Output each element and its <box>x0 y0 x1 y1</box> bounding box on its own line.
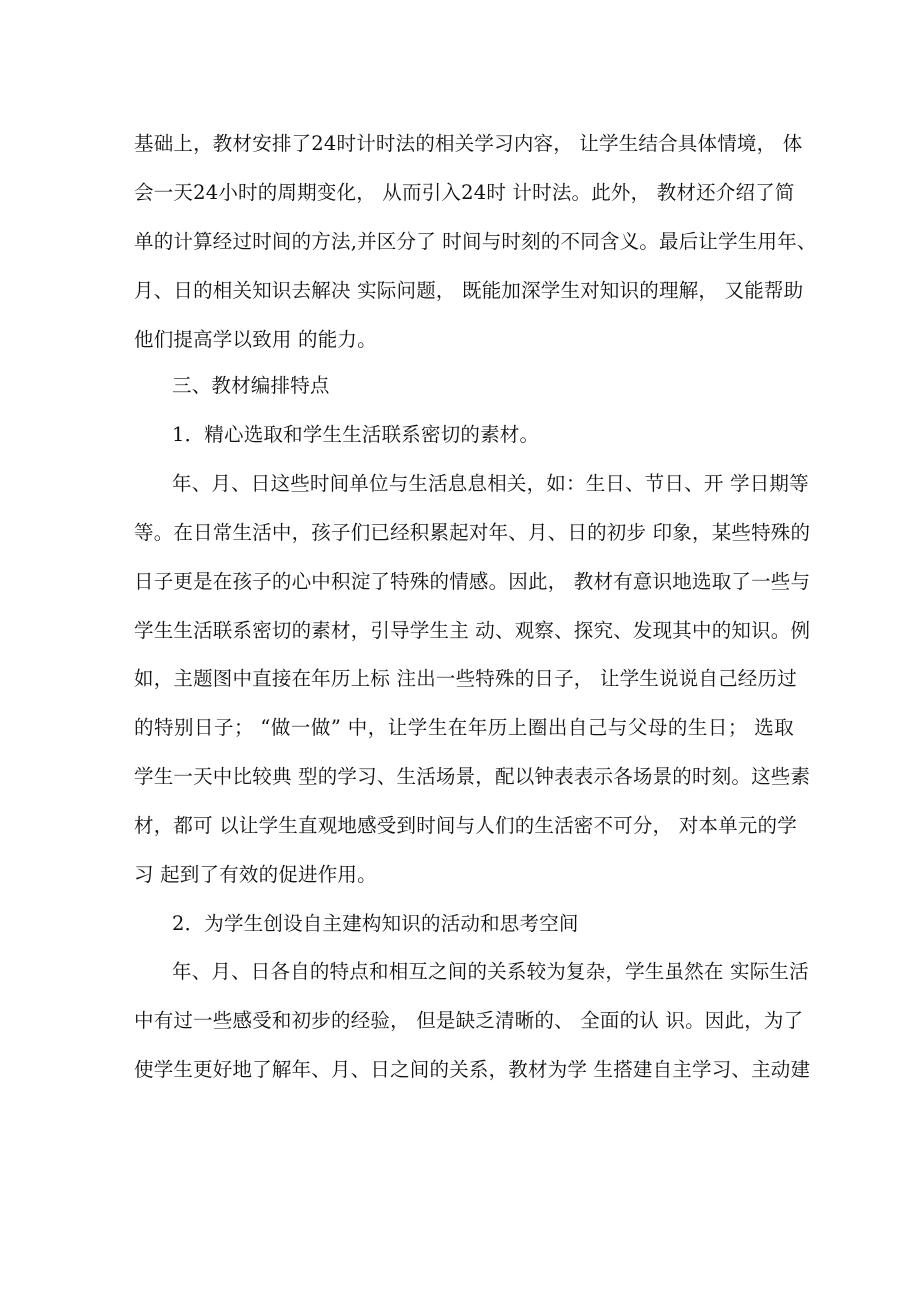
point-1-line-2: 等。在日常生活中，孩子们已经积累起对年、月、日的初步 印象，某些特殊的 <box>134 521 811 544</box>
point-1-line-5: 如，主题图中直接在年历上标 注出一些特殊的日子， 让学生说说自己经历过 <box>134 667 797 690</box>
paragraph-1-line-1: 基础上，教材安排了24时计时法的相关学习内容， 让学生结合具体情境， 体 <box>134 132 803 155</box>
point-1-line-4: 学生生活联系密切的素材，引导学生主 动、观察、探究、发现其中的知识。例 <box>134 619 811 642</box>
point-2-line-2: 中有过一些感受和初步的经验， 但是缺乏清晰的、 全面的认 识。因此，为了 <box>134 1009 804 1032</box>
section-heading: 三、教材编排特点 <box>172 374 330 397</box>
point-2-line-1: 年、月、日各自的特点和相互之间的关系较为复杂，学生虽然在 实际生活 <box>172 960 809 983</box>
point-2-line-3: 使学生更好地了解年、月、日之间的关系，教材为学 生搭建自主学习、主动建 <box>134 1058 811 1081</box>
paragraph-1-line-5: 他们提高学以致用 的能力。 <box>134 328 377 351</box>
point-1-line-9: 习 起到了有效的促进作用。 <box>134 863 377 886</box>
point-1-line-6: 的特别日子； “做一做” 中，让学生在年历上圈出自己与父母的生日； 选取 <box>134 716 794 739</box>
point-2-heading: 2．为学生创设自主建构知识的活动和思考空间 <box>172 912 579 935</box>
paragraph-1-line-2: 会一天24小时的周期变化， 从而引入24时 计时法。此外， 教材还介绍了简 <box>134 181 795 204</box>
point-1-heading: 1．精心选取和学生生活联系密切的素材。 <box>172 423 540 446</box>
paragraph-1-line-4: 月、日的相关知识去解决 实际问题， 既能加深学生对知识的理解， 又能帮助 <box>134 279 804 302</box>
point-1-line-1: 年、月、日这些时间单位与生活息息相关，如：生日、节日、开 学日期等 <box>172 472 809 495</box>
paragraph-1-line-3: 单的计算经过时间的方法,并区分了 时间与时刻的不同含义。最后让学生用年、 <box>134 230 817 253</box>
point-1-line-3: 日子更是在孩子的心中积淀了特殊的情感。因此， 教材有意识地选取了一些与 <box>134 570 811 593</box>
point-1-line-8: 材，都可 以让学生直观地感受到时间与人们的生活密不可分， 对本单元的学 <box>134 814 797 837</box>
point-1-line-7: 学生一天中比较典 型的学习、生活场景，配以钟表表示各场景的时刻。这些素 <box>134 765 811 788</box>
